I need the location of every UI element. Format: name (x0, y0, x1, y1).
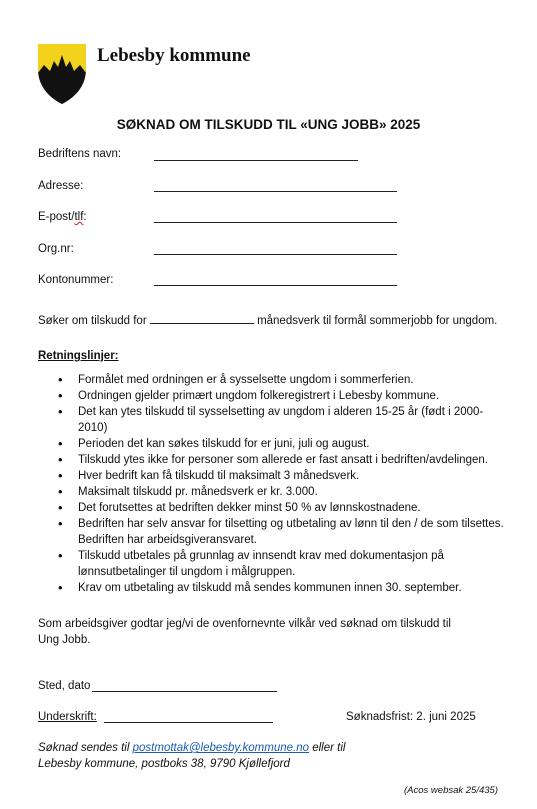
submission-line: Søknad sendes til postmottak@lebesby.kommune.no eller til (38, 742, 346, 754)
place-date-label: Sted, dato (38, 680, 91, 692)
signature-line[interactable] (104, 722, 273, 723)
guideline-item: • Bedriften har selv ansvar for tilsetting og utbetaling av lønn til den / de som tilsettes. Bedriften har arbeidsgiveransvaret. (38, 516, 508, 548)
company-name-line[interactable] (154, 160, 358, 161)
municipality-name: Lebesby kommune (97, 45, 251, 66)
consent-text: Som arbeidsgiver godtar jeg/vi de ovenfornevnte vilkår ved søknad om tilskudd til Ung Jobb. (38, 618, 451, 646)
submission-address: Lebesby kommune, postboks 38, 9790 Kjøllefjord (38, 758, 290, 770)
place-date-line[interactable] (92, 691, 277, 692)
guideline-item: • Perioden det kan søkes tilskudd for er juni, juli og august. (38, 436, 508, 452)
guideline-item: • Tilskudd ytes ikke for personer som allerede er fast ansatt i bedriften/avdelingen. (38, 452, 508, 468)
field-label-org-number: Org.nr: (38, 243, 74, 255)
guideline-item: • Det forutsettes at bedriften dekker minst 50 % av lønnskostnadene. (38, 500, 508, 516)
guidelines-list (38, 372, 508, 596)
org-number-line[interactable] (154, 254, 397, 255)
guideline-item: • Krav om utbetaling av tilskudd må sendes kommunen innen 30. september. (38, 580, 508, 596)
request-text: Søker om tilskudd for månedsverk til formål sommerjobb for ungdom. (38, 315, 498, 327)
guideline-item: • Tilskudd utbetales på grunnlag av innsendt krav med dokumentasjon på lønnsutbetalinger til ungdom i målgruppen. (38, 548, 508, 580)
guideline-item: • Det kan ytes tilskudd til sysselsetting av ungdom i alderen 15-25 år (født i 2000-2010) (38, 404, 508, 436)
form-title: SØKNAD OM TILSKUDD TIL «UNG JOBB» 2025 (116, 117, 421, 132)
address-line[interactable] (154, 191, 397, 192)
guidelines-heading: Retningslinjer: (38, 350, 119, 362)
month-count-line[interactable] (150, 313, 254, 324)
guideline-item: • Maksimalt tilskudd pr. månedsverk er kr. 3.000. (38, 484, 508, 500)
municipal-coat-of-arms (37, 43, 87, 105)
field-label-address: Adresse: (38, 180, 84, 192)
email-link[interactable]: postmottak@lebesby.kommune.no (132, 742, 310, 754)
field-label-email-phone: E-post/tlf: (38, 211, 87, 223)
guideline-item: • Formålet med ordningen er å sysselsette ungdom i sommerferien. (38, 372, 508, 388)
account-number-line[interactable] (154, 285, 397, 286)
guideline-item: • Ordningen gjelder primært ungdom folkeregistrert i Lebesby kommune. (38, 388, 508, 404)
field-label-company: Bedriftens navn: (38, 148, 122, 160)
application-deadline: Søknadsfrist: 2. juni 2025 (346, 711, 476, 723)
guideline-item: • Hver bedrift kan få tilskudd til maksimalt 3 månedsverk. (38, 468, 508, 484)
email-phone-line[interactable] (154, 222, 397, 223)
field-label-account: Kontonummer: (38, 274, 114, 286)
signature-label: Underskrift: (38, 711, 97, 723)
case-reference: (Acos websak 25/435) (404, 785, 498, 796)
